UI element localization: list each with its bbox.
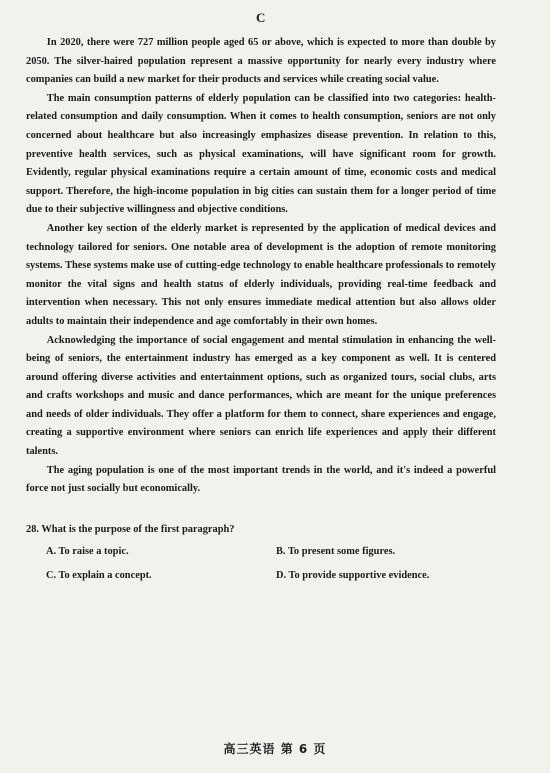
paragraph-3: Another key section of the elderly market is represented by the application of medical devices and technology tailored for seniors. One notable area of development is the adoption of remote monitoring systems. These systems make use of cutting-edge technology to enable healthcare professionals to remotely monitor the vital signs and health status of elderly individuals, providing real-time feedback and intervention when necessary. This not only ensures immediate medical attention but also allows older adults to maintain their independence and age comfortably in their own homes. <box>26 222 496 327</box>
question-stem: 28. What is the purpose of the first paragraph? <box>26 523 235 535</box>
option-a[interactable]: A. To raise a topic. <box>46 545 129 557</box>
option-d[interactable]: D. To provide supportive evidence. <box>276 569 430 581</box>
option-b[interactable]: B. To present some figures. <box>276 545 396 557</box>
paragraph-1: In 2020, there were 727 million people aged 65 or above, which is expected to more than double by 2050. The silver-haired population represent a massive opportunity for nearly every industry where companies can build a new market for their products and services while creating social value. <box>26 37 496 86</box>
paragraph-2: The main consumption patterns of elderly population can be classified into two categories: health-related consumption and daily consumption. When it comes to health consumption, seniors are not only concerned about healthcare but also increasingly emphasizes disease prevention. In relation to this, preventive health services, such as physical examinations, will have significant room for growth. Evidently, regular physical examinations require a certain amount of time, economic costs and medical support. Therefore, the high-income population in big cities can sustain them for a longer period of time due to their subjective willingness and objective conditions. <box>26 92 496 216</box>
page-footer: 高三英语 第 6 页 <box>223 742 327 756</box>
paragraph-5: The aging population is one of the most important trends in the world, and it's indeed a powerful force not just socially but economically. <box>26 464 496 495</box>
section-heading: C <box>256 10 266 25</box>
question-28 <box>26 521 496 585</box>
option-c[interactable]: C. To explain a concept. <box>46 569 152 581</box>
paragraph-4: Acknowledging the importance of social engagement and mental stimulation in enhancing the well-being of seniors, the entertainment industry has emerged as a key component as well. It is centered around offering diverse activities and entertainment options, such as organized tours, social clubs, arts and crafts workshops and music and dance performances, which are meant for the unique preferences and needs of older individuals. They offer a platform for them to connect, share experiences and engage, creating a supportive environment where seniors can enrich life experiences and apply their different talents. <box>26 334 496 458</box>
answer-options <box>26 543 496 585</box>
